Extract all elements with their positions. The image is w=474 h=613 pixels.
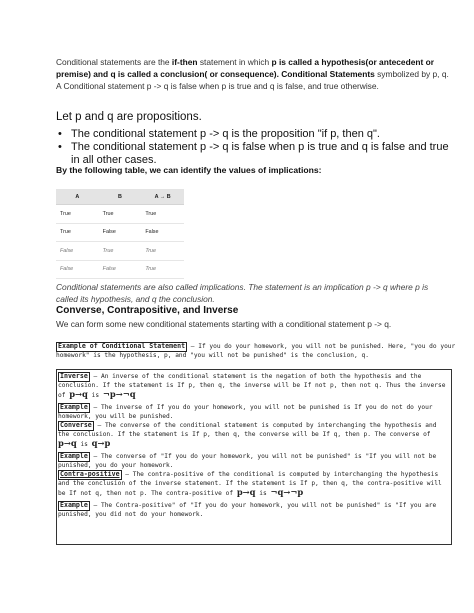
implications-paragraph: Conditional statements are also called implications. The statement is an implication p -> q where p is called its hypothesis, and q the conclusion. (56, 282, 429, 304)
conditional-example (56, 342, 456, 360)
table-cell: True (99, 205, 142, 224)
converse-label: Converse (60, 421, 92, 429)
bullet-item: • The conditional statement p -> q is false when p is true and q is false and true in all other cases. (56, 141, 456, 167)
inverse-text: – An inverse of the conditional statement is the negation of both the hypothesis and the conclusion. If the statement is If p, then q, the inverse will be If not p, then not q. Thus the inverse of (58, 373, 446, 400)
table-caption: By the following table, we can identify the values of implications: (56, 165, 322, 175)
example-conditional-text: – If you do your homework, you will not be punished. Here, "you do your homework" is the hypothesis, p, and "you will not be punished" is the conclusion, q. (56, 343, 456, 359)
contrapositive-is: is (255, 490, 271, 498)
inverse-result: ¬p→¬q (102, 389, 136, 400)
intro-text-3: symbolized by p, q. A Conditional statement p -> q is false when p is true and q is false, and true otherwise. (56, 69, 449, 92)
contrapositive-formula: p→q (236, 487, 256, 498)
table-header-row (56, 189, 184, 205)
example-label: Example (60, 452, 88, 460)
bullet-item: • The conditional statement p -> q is the proposition "if p, then q". (56, 128, 456, 141)
example-text: – The Contra-positive" of "If you do your homework, you will not be punished" is "If you are punished, you did not do your homework. (58, 502, 437, 518)
table-header: A → B (141, 189, 184, 205)
table-row (56, 260, 184, 279)
table-row (56, 242, 184, 261)
inverse-definition (58, 372, 450, 401)
contrapositive-label: Contra-positive (60, 470, 120, 478)
converse-definition (58, 421, 450, 450)
converse-text: – The converse of the conditional statement is computed by interchanging the hypothesis and the conclusion. If the statement is If p, then q, the converse will be If q, then p. The converse of (58, 422, 437, 438)
contrapositive-result: ¬q→¬p (270, 487, 304, 498)
converse-example (58, 452, 450, 470)
contrapositive-text: – The contra-positive of the conditional is computed by interchanging the hypothesis and the conclusion of the inverse statement. If the statement is If p, then q, the contra-positive will be If not q, then not p. The contra-positive of (58, 471, 442, 498)
table-header: B (99, 189, 142, 205)
intro-bold-2: p is called a hypothesis(or antecedent or premise) and q is called a conclusion( or consequence). Conditional Statements (56, 57, 434, 80)
table-cell: True (99, 242, 142, 261)
table-cell: False (99, 223, 142, 242)
example-text: – The converse of "If you do your homework, you will not be punished" is "If you will not be punished, you do your homework. (58, 453, 437, 469)
contrapositive-example (58, 501, 450, 519)
table-cell: False (56, 260, 99, 279)
converse-result: q→p (91, 438, 111, 449)
converse-is: is (76, 441, 92, 449)
inverse-example (58, 403, 450, 421)
table-cell: True (56, 205, 99, 224)
bullet-list (56, 128, 456, 167)
table-cell: True (56, 223, 99, 242)
table-cell: False (56, 242, 99, 261)
table-header: A (56, 189, 99, 205)
table-cell: False (99, 260, 142, 279)
intro-text-2: statement in which (197, 57, 272, 67)
table-cell: False (141, 223, 184, 242)
example-text: – The inverse of If you do your homework, you will not be punished is If you do not do your homework, you will be punished. (58, 404, 433, 420)
contrapositive-definition (58, 470, 450, 499)
form-paragraph: We can form some new conditional statements starting with a conditional statement p -> q. (56, 319, 392, 329)
truth-table (56, 189, 184, 279)
table-row (56, 223, 184, 242)
inverse-formula: p→q (69, 389, 88, 400)
table-cell: True (141, 242, 184, 261)
definitions-box (56, 369, 452, 545)
intro-bold-1: if-then (171, 57, 198, 67)
propositions-line: Let p and q are propositions. (56, 111, 202, 123)
table-row (56, 205, 184, 224)
inverse-is: is (87, 392, 103, 400)
converse-formula: p→q (58, 438, 77, 449)
intro-text-1: Conditional statements are the (56, 57, 172, 67)
example-label: Example (60, 501, 88, 509)
inverse-label: Inverse (60, 372, 88, 380)
example-label: Example (60, 403, 88, 411)
section-heading: Converse, Contrapositive, and Inverse (56, 305, 239, 316)
table-cell: True (141, 260, 184, 279)
example-conditional-label: Example of Conditional Statement (58, 342, 186, 350)
table-cell: True (141, 205, 184, 224)
intro-paragraph (56, 56, 452, 93)
